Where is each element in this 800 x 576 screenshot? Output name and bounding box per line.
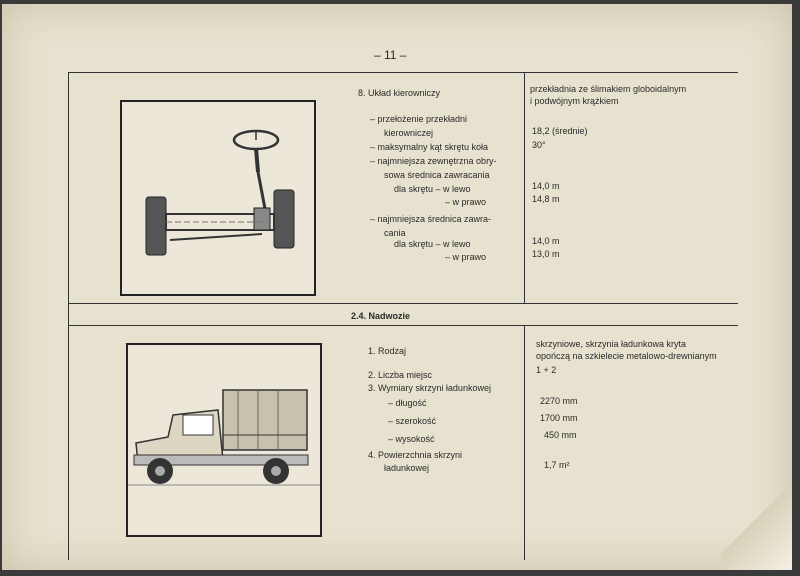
body-item-label: 1. Rodzaj [368, 346, 407, 356]
steering-title: 8. Układ kierowniczy [358, 88, 441, 98]
steering-row-value: 14,0 m [532, 181, 560, 191]
page-number: – 11 – [374, 48, 407, 62]
section-title: 2.4. Nadwozie [351, 311, 411, 321]
steering-row-label: – najmniejsza zewnętrzna obry- [370, 156, 497, 166]
steering-header-line-2: i podwójnym krążkiem [530, 96, 619, 106]
steering-row-value: 14,0 m [532, 236, 560, 246]
steering-row-label: – najmniejsza średnica zawra- [370, 214, 492, 224]
steering-illustration [120, 100, 316, 296]
steering-row-label: kierowniczej [384, 128, 434, 138]
body-item-value: opończą na szkielecie metalowo-drewnianym [536, 351, 717, 361]
body-item-label: 3. Wymiary skrzyni ładunkowej [368, 383, 491, 393]
steering-row-label: dla skrętu – w lewo [394, 184, 471, 194]
steering-row-label: – maksymalny kąt skrętu koła [370, 142, 489, 152]
spec-table [68, 72, 738, 560]
pickup-truck-icon [128, 345, 320, 535]
steering-row-value: 30° [532, 140, 546, 150]
body-item-label: – szerokość [388, 416, 437, 426]
body-item-label: 2. Liczba miejsc [368, 370, 433, 380]
steering-row-label: cania [384, 228, 406, 238]
steering-row-label: – przełożenie przekładni [370, 114, 468, 124]
steering-row-value: 14,8 m [532, 194, 560, 204]
truck-illustration [126, 343, 322, 537]
body-item-label: ładunkowej [384, 463, 430, 473]
body-item-value: 450 mm [544, 430, 577, 440]
steering-row-value: 18,2 (średnie) [532, 126, 588, 136]
steering-system-icon [122, 102, 314, 294]
steering-row-value: 13,0 m [532, 249, 560, 259]
body-item-value: 1,7 m² [544, 460, 570, 470]
manual-page [2, 4, 792, 570]
steering-header-line-1: przekładnia ze ślimakiem globoidalnym [530, 84, 687, 94]
body-item-label: – wysokość [388, 434, 435, 444]
body-item-value: 1700 mm [540, 413, 578, 423]
body-item-label: – długość [388, 398, 427, 408]
steering-row-label: dla skrętu – w lewo [394, 239, 471, 249]
body-item-label: 4. Powierzchnia skrzyni [368, 450, 463, 460]
body-item-value: skrzyniowe, skrzynia ładunkowa kryta [536, 339, 687, 349]
steering-row-label: – w prawo [445, 252, 487, 262]
steering-row-label: – w prawo [445, 197, 487, 207]
body-item-value: 2270 mm [540, 396, 578, 406]
page-curl [722, 480, 792, 570]
body-item-value: 1 + 2 [536, 365, 557, 375]
steering-row-label: sowa średnica zawracania [384, 170, 490, 180]
